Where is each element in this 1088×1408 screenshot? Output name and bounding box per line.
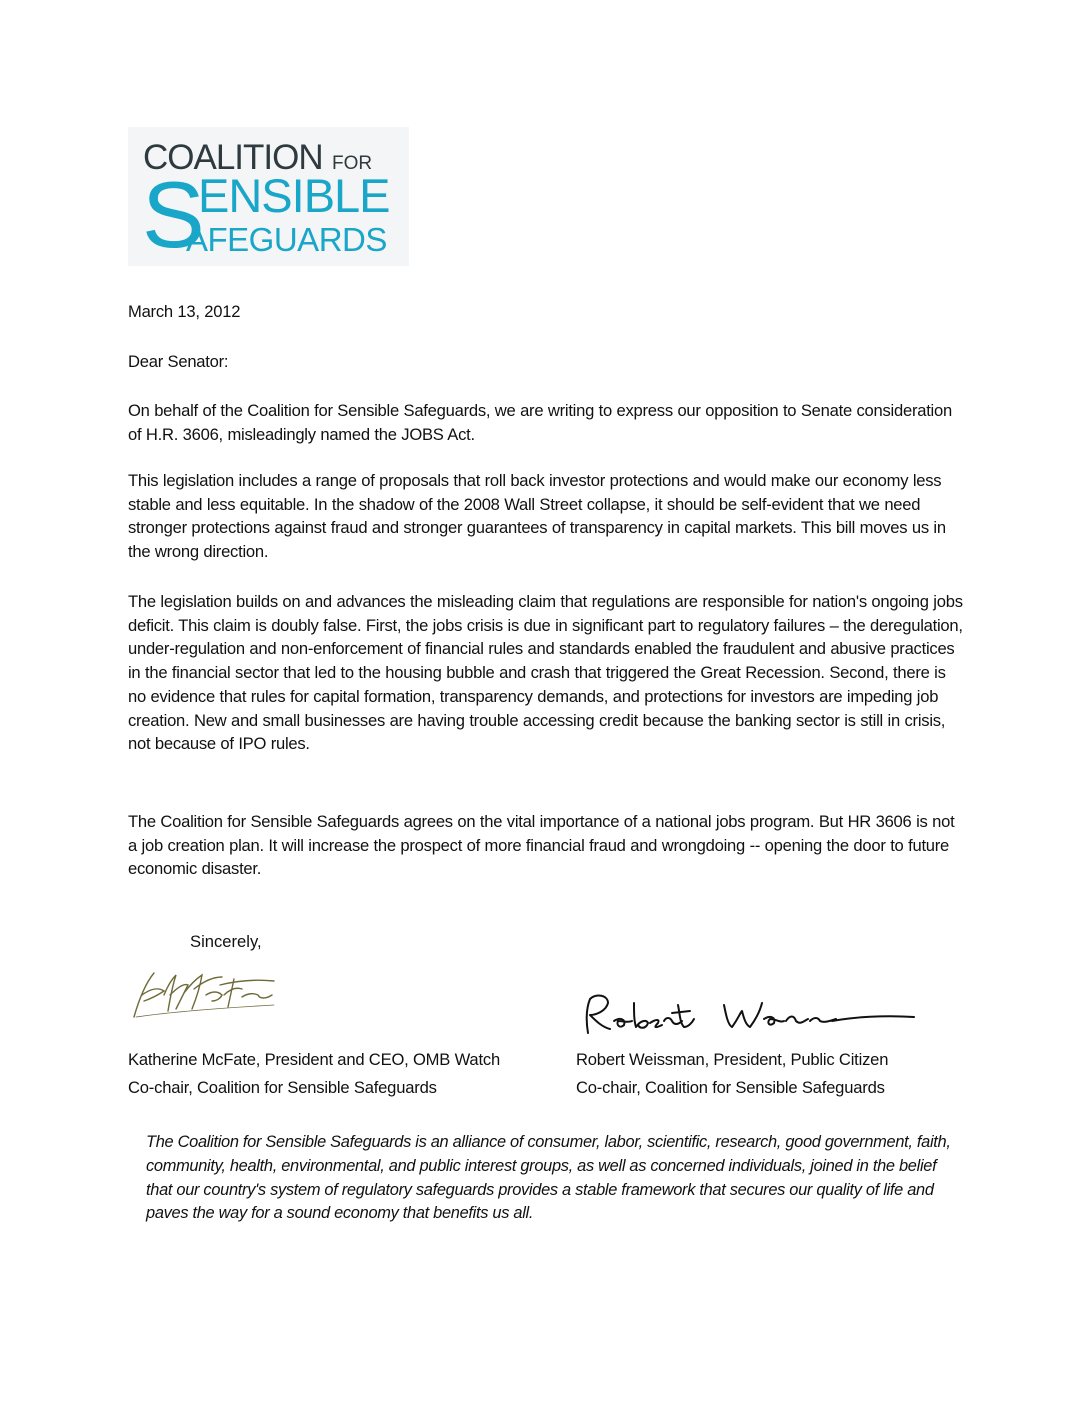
signature-robert-weissman [574, 985, 924, 1045]
paragraph-text: The Coalition for Sensible Safeguards agrees on the vital importance of a national jobs program. But HR 3606 is not a job creation plan. It will increase the prospect of more financial fraud and wrongdoing -- opening the door to future economic disaster. [128, 812, 955, 879]
paragraph-text: On behalf of the Coalition for Sensible Safeguards, we are writing to express our opposition to Senate consideration of H.R. 3606, misleadingly named the JOBS Act. [128, 401, 952, 444]
signer-1-title: Katherine McFate, President and CEO, OMB Watch [128, 1050, 500, 1069]
signer-1-role: Co-chair, Coalition for Sensible Safeguards [128, 1078, 437, 1097]
letter-paragraph-1 [128, 399, 963, 446]
salutation-text: Dear Senator: [128, 352, 229, 371]
signer-block-1 [128, 1046, 500, 1102]
letter-salutation [128, 350, 963, 374]
logo-ensible-text: ENSIBLE [198, 169, 390, 222]
logo-afeguards-text: AFEGUARDS [186, 221, 387, 258]
signer-2-role: Co-chair, Coalition for Sensible Safeguards [576, 1078, 885, 1097]
letter-closing: Sincerely, [190, 932, 262, 951]
signature-katherine-mcfate [124, 965, 289, 1025]
letter-date [128, 300, 963, 324]
logo-big-s-text: S [142, 162, 205, 266]
letter-paragraph-4 [128, 810, 963, 881]
coalition-description: The Coalition for Sensible Safeguards is an alliance of consumer, labor, scientific, research, good government, faith, community, health, environmental, and public interest groups, as well as concerned individuals, joined in the belief that our country's system of regulatory safeguards provides a stable framework that secures our quality of life and paves the way for a sound economy that benefits us all. [146, 1133, 951, 1223]
paragraph-text: The legislation builds on and advances the misleading claim that regulations are responsible for nation's ongoing jobs deficit. This claim is doubly false. First, the jobs crisis is due in significant part to regulatory failures – the deregulation, under-regulation and non-enforcement of financial rules and standards enabled the fraudulent and abusive practices in the financial sector that led to the housing bubble and crash that triggered the Great Recession. Second, there is no evidence that rules for capital formation, transparency demands, and protections for investors are impeding job creation. New and small businesses are having trouble accessing credit because the banking sector is still in crisis, not because of IPO rules. [128, 592, 963, 754]
paragraph-text: This legislation includes a range of proposals that roll back investor protections and would make our economy less stable and less equitable. In the shadow of the 2008 Wall Street collapse, it should be self-evident that we need stronger protections against fraud and stronger guarantees of transparency in capital markets. This bill moves us in the wrong direction. [128, 471, 946, 562]
date-text: March 13, 2012 [128, 302, 241, 321]
letter-paragraph-3 [128, 590, 963, 756]
signature-1-graphic [124, 965, 289, 1025]
letter-paragraph-2 [128, 469, 963, 564]
logo-coalition-text: COALITION [143, 138, 323, 177]
coalition-logo [128, 127, 409, 266]
signer-2-title: Robert Weissman, President, Public Citizen [576, 1050, 889, 1069]
signer-block-2 [576, 1046, 888, 1102]
coalition-logo-graphic [128, 127, 409, 266]
logo-for-text: FOR [332, 153, 373, 174]
signature-2-graphic [574, 985, 924, 1045]
